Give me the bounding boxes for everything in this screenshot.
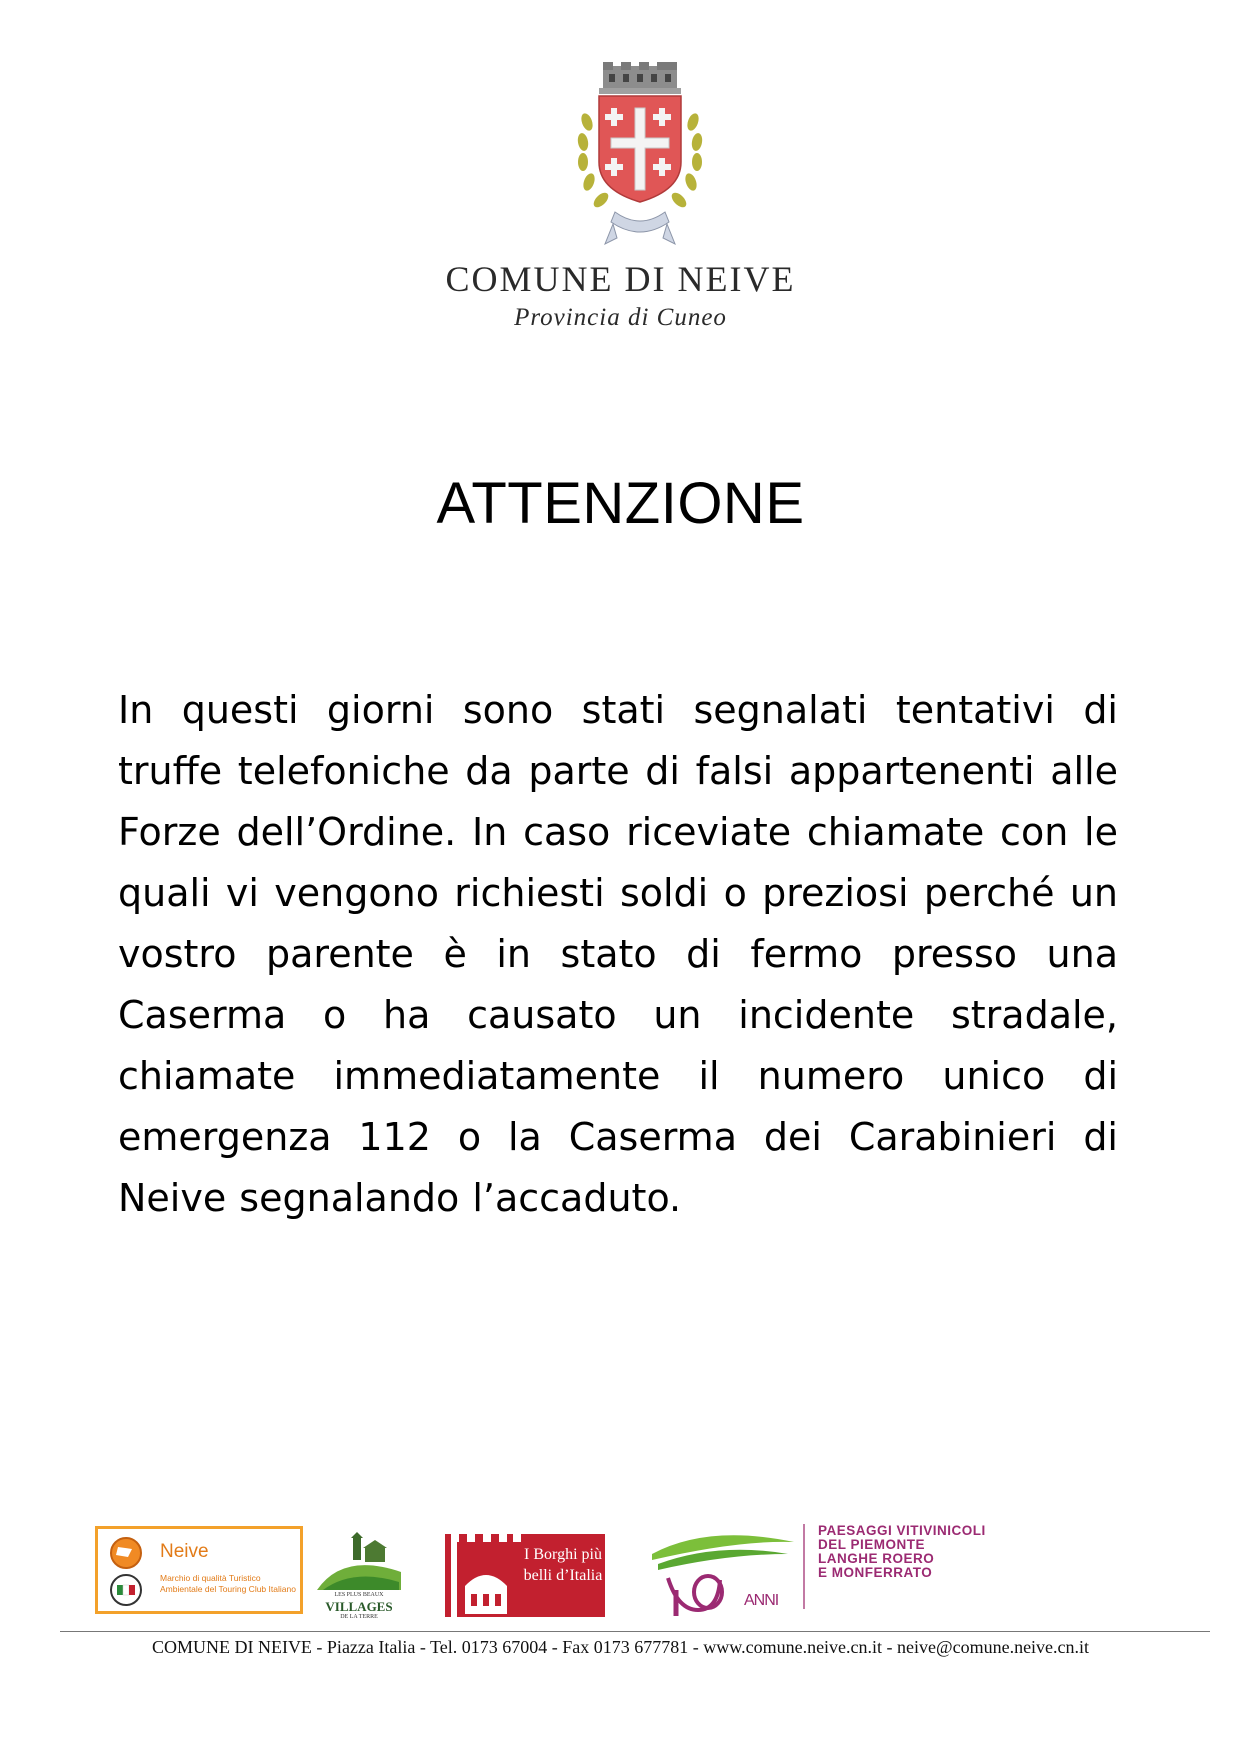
comune-title: COMUNE DI NEIVE <box>445 259 796 299</box>
borghi-logo <box>445 1534 605 1617</box>
tower-building-icon <box>451 1534 521 1617</box>
touring-club-logo <box>95 1526 303 1614</box>
unesco-text-line: DEL PIEMONTE <box>818 1537 926 1552</box>
villages-bottom: DE LA TERRE <box>340 1614 378 1620</box>
unesco-text <box>818 1524 986 1580</box>
touring-description: Marchio di qualità Turistico Ambientale del Touring Club Italiano <box>160 1573 296 1594</box>
villages-logo <box>313 1532 405 1622</box>
unesco-anni: ANNI <box>744 1592 779 1609</box>
notice-body: In questi giorni sono stati segnalati tentativi di truffe telefoniche da parte di falsi appartenenti alle Forze dell’Ordine. In caso riceviate chiamate con le quali vi vengono richiesti soldi o preziosi perché un vostro parente è in stato di fermo presso una Caserma o ha causato un incidente stradale, chiamate immediatamente il numero unico di emergenza 112 o la Caserma dei Carabinieri di Neive segnalando l’accaduto. <box>118 688 1118 1220</box>
coat-of-arms-icon <box>565 62 715 252</box>
provincia-subtitle: Provincia di Cuneo <box>514 304 727 331</box>
logo-divider <box>803 1524 805 1609</box>
unesco-paesaggi-logo <box>648 1520 1028 1620</box>
footer-contacts: COMUNE DI NEIVE - Piazza Italia - Tel. 0173 67004 - Fax 0173 677781 - www.comune.neive.cn.it - neive@comune.neive.cn.it <box>151 1637 1090 1657</box>
notice-heading: ATTENZIONE <box>436 471 805 536</box>
villages-main: VILLAGES <box>325 1599 393 1614</box>
unesco-text-line: PAESAGGI VITIVINICOLI <box>818 1523 986 1538</box>
unesco-text-line: LANGHE ROERO <box>818 1551 935 1566</box>
unesco-text-line: E MONFERRATO <box>818 1565 933 1580</box>
borghi-text: I Borghi più belli d’Italia <box>523 1546 603 1584</box>
green-village-icon <box>313 1532 405 1594</box>
villages-top: LES PLUS BEAUX <box>334 1592 384 1598</box>
footer-divider <box>60 1631 1210 1632</box>
touring-name: Neive <box>160 1541 209 1562</box>
orange-flag-icon <box>104 1535 148 1609</box>
